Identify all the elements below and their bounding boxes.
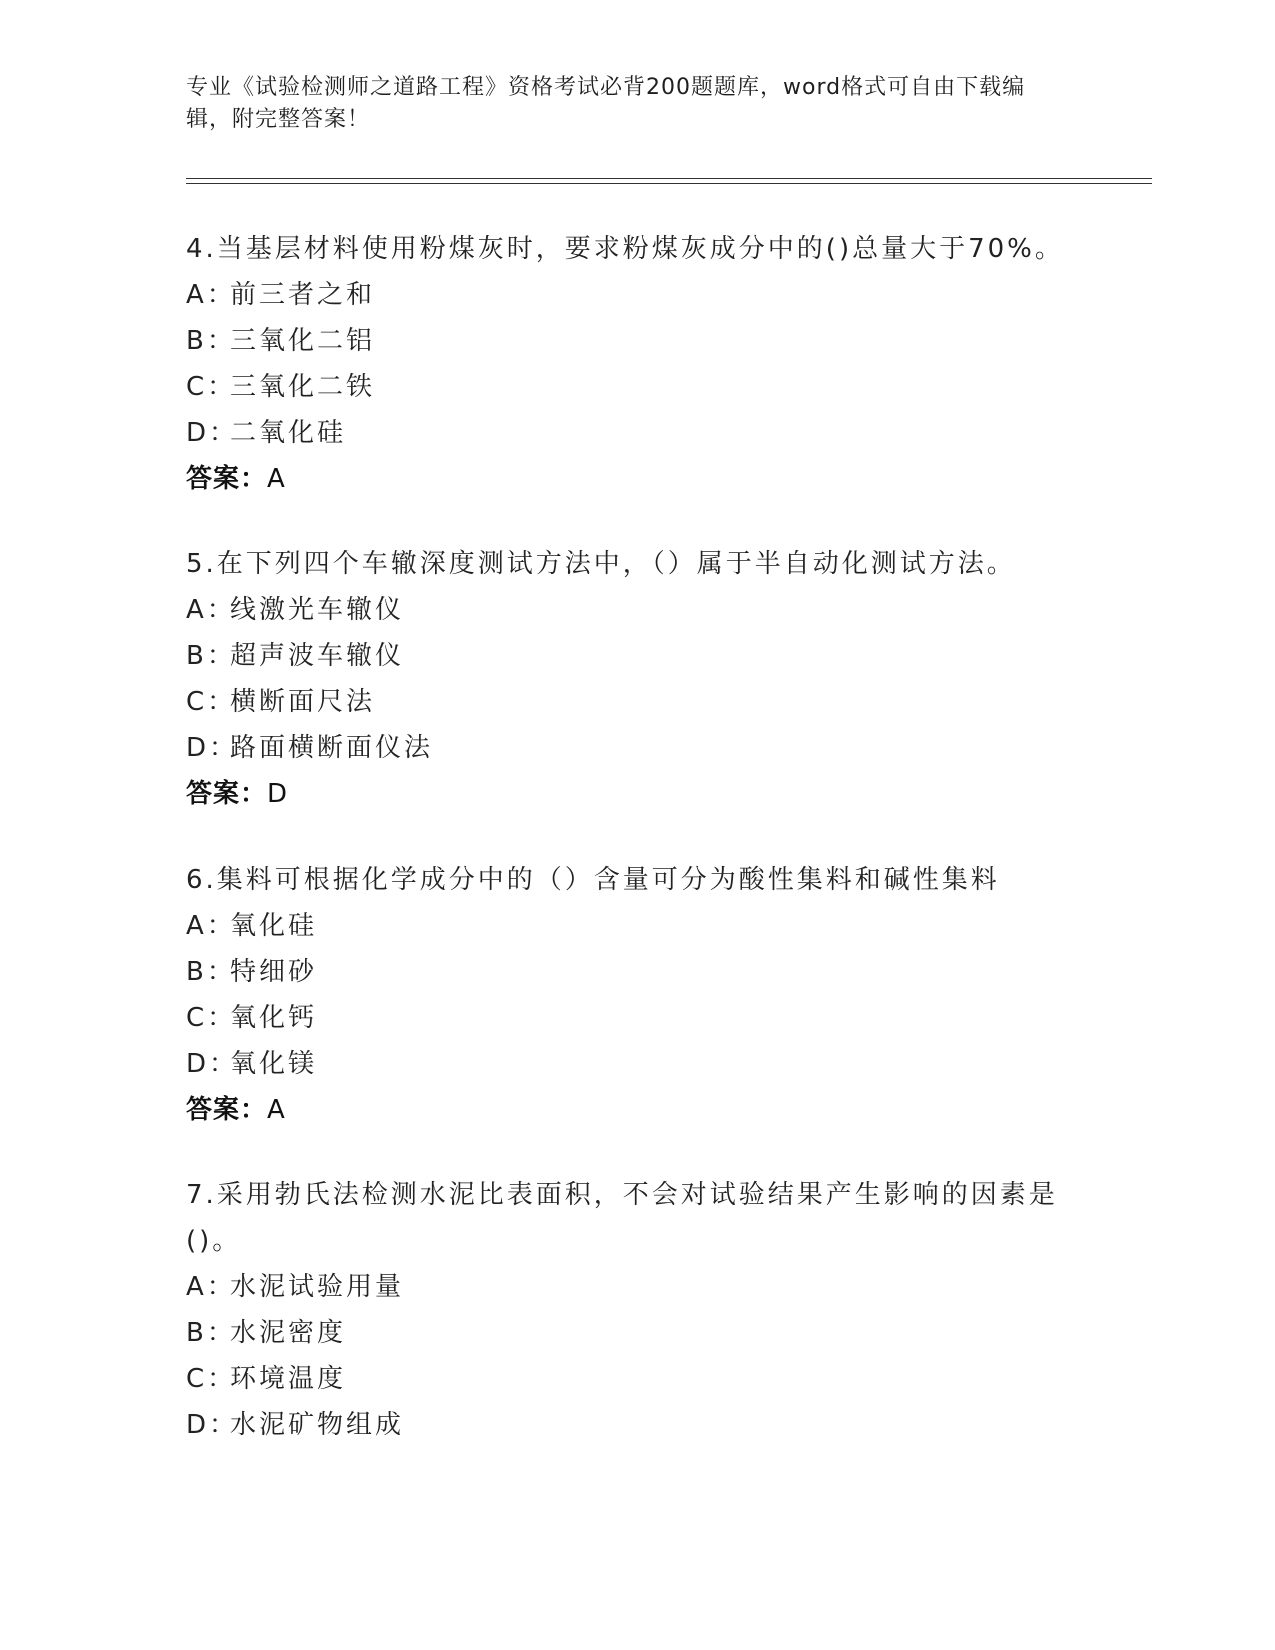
option-text: 二氧化硅 bbox=[230, 418, 347, 448]
header-rule-top bbox=[186, 178, 1152, 179]
option-key: B： bbox=[186, 957, 236, 987]
option-text: 线激光车辙仪 bbox=[230, 595, 405, 625]
question-6 bbox=[186, 857, 1086, 1133]
option-key: D： bbox=[186, 1410, 239, 1440]
option-d bbox=[186, 725, 1086, 771]
option-c bbox=[186, 364, 1086, 410]
option-key: D： bbox=[186, 1049, 239, 1079]
option-text: 横断面尺法 bbox=[230, 687, 376, 717]
option-key: B： bbox=[186, 1318, 236, 1348]
option-text: 超声波车辙仪 bbox=[230, 641, 405, 671]
option-b bbox=[186, 949, 1086, 995]
option-text: 前三者之和 bbox=[230, 280, 376, 310]
option-key: C： bbox=[186, 1003, 237, 1033]
option-text: 路面横断面仪法 bbox=[230, 733, 434, 763]
option-key: D： bbox=[186, 418, 239, 448]
option-b bbox=[186, 633, 1086, 679]
option-text: 水泥矿物组成 bbox=[230, 1410, 405, 1440]
option-b bbox=[186, 1310, 1086, 1356]
answer-value: A bbox=[267, 464, 286, 494]
option-key: B： bbox=[186, 326, 236, 356]
option-key: C： bbox=[186, 372, 237, 402]
option-c bbox=[186, 1356, 1086, 1402]
answer-value: D bbox=[267, 779, 289, 809]
option-b bbox=[186, 318, 1086, 364]
option-c bbox=[186, 995, 1086, 1041]
option-text: 氧化钙 bbox=[230, 1003, 318, 1033]
question-5 bbox=[186, 541, 1086, 817]
question-stem: 4.当基层材料使用粉煤灰时，要求粉煤灰成分中的()总量大于70%。 bbox=[186, 234, 1064, 264]
option-text: 特细砂 bbox=[230, 957, 318, 987]
option-text: 三氧化二铝 bbox=[230, 326, 376, 356]
answer-label: 答案： bbox=[186, 1095, 268, 1125]
header-rule-bottom bbox=[186, 183, 1152, 184]
question-7 bbox=[186, 1172, 1086, 1448]
option-key: D： bbox=[186, 733, 239, 763]
question-4 bbox=[186, 226, 1086, 502]
option-d bbox=[186, 1402, 1086, 1448]
option-key: C： bbox=[186, 687, 237, 717]
option-key: B： bbox=[186, 641, 236, 671]
option-key: C： bbox=[186, 1364, 237, 1394]
option-a bbox=[186, 903, 1086, 949]
option-text: 氧化硅 bbox=[230, 911, 318, 941]
answer-line bbox=[186, 771, 1086, 817]
option-a bbox=[186, 272, 1086, 318]
answer-label: 答案： bbox=[186, 779, 268, 809]
answer-value: A bbox=[267, 1095, 286, 1125]
option-key: A： bbox=[186, 1272, 236, 1302]
option-text: 水泥试验用量 bbox=[230, 1272, 405, 1302]
option-text: 环境温度 bbox=[230, 1364, 347, 1394]
answer-line bbox=[186, 456, 1086, 502]
option-key: A： bbox=[186, 911, 236, 941]
option-key: A： bbox=[186, 595, 236, 625]
option-d bbox=[186, 410, 1086, 456]
question-stem: 6.集料可根据化学成分中的（）含量可分为酸性集料和碱性集料 bbox=[186, 865, 1000, 895]
answer-label: 答案： bbox=[186, 464, 268, 494]
option-text: 水泥密度 bbox=[230, 1318, 347, 1348]
question-stem: 5.在下列四个车辙深度测试方法中，（）属于半自动化测试方法。 bbox=[186, 549, 1016, 579]
option-key: A： bbox=[186, 280, 236, 310]
option-a bbox=[186, 587, 1086, 633]
option-a bbox=[186, 1264, 1086, 1310]
option-d bbox=[186, 1041, 1086, 1087]
option-text: 三氧化二铁 bbox=[230, 372, 376, 402]
answer-line bbox=[186, 1087, 1086, 1133]
question-stem: 7.采用勃氏法检测水泥比表面积，不会对试验结果产生影响的因素是()。 bbox=[186, 1180, 1058, 1256]
document-header: 专业《试验检测师之道路工程》资格考试必背200题题库，word格式可自由下载编辑，附完整答案！ bbox=[186, 75, 1026, 132]
option-c bbox=[186, 679, 1086, 725]
option-text: 氧化镁 bbox=[230, 1049, 318, 1079]
